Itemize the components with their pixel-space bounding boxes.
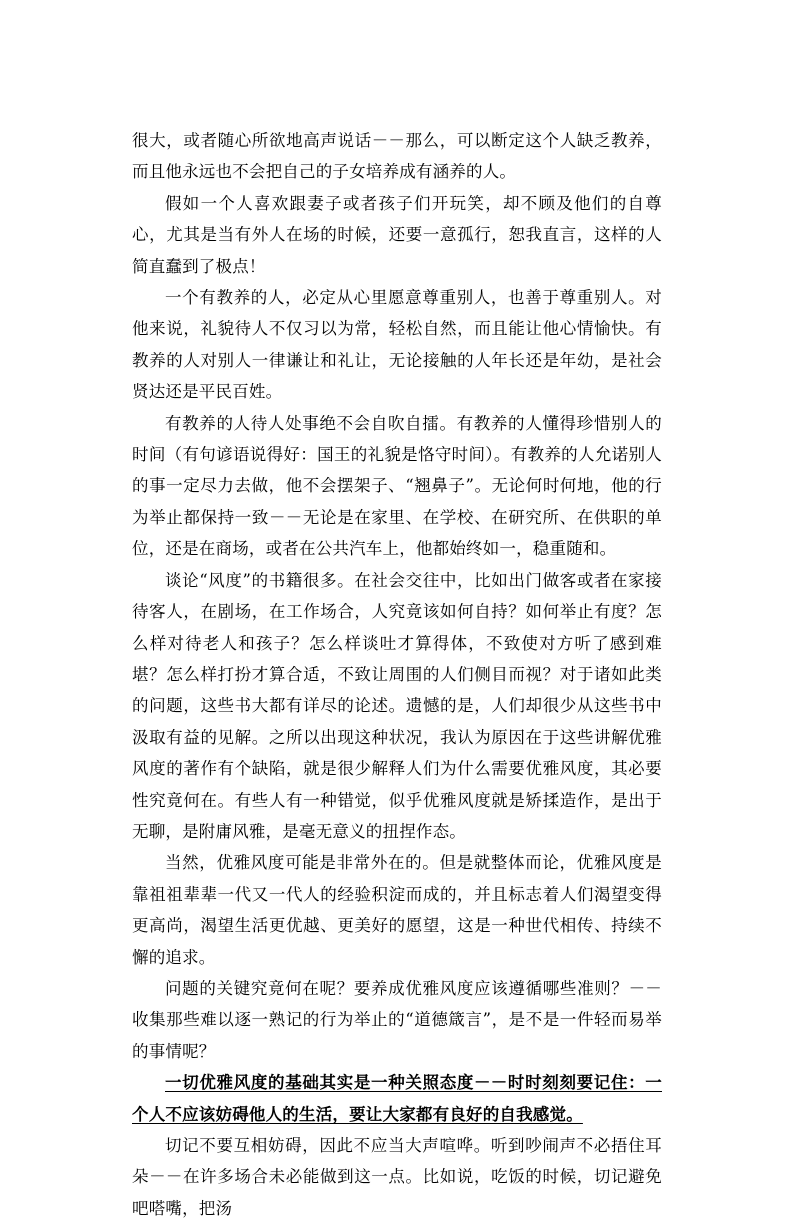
paragraph-2: 假如一个人喜欢跟妻子或者孩子们开玩笑，却不顾及他们的自尊心，尤其是当有外人在场的时候，还要一意孤行，恕我直言，这样的人简直蠢到了极点！: [132, 193, 662, 276]
paragraph-6: 当然，优雅风度可能是非常外在的。但是就整体而论，优雅风度是靠祖祖辈辈一代又一代人的经验积淀而成的，并且标志着人们渴望变得更高尚，渴望生活更优越、更美好的愿望，这是一种世代相传、持续不懈的追求。: [132, 853, 662, 967]
paragraph-3: 一个有教养的人，必定从心里愿意尊重别人，也善于尊重别人。对他来说，礼貌待人不仅习以为常，轻松自然，而且能让他心情愉快。有教养的人对别人一律谦让和礼让，无论接触的人年长还是年幼，是社会贤达还是平民百姓。: [132, 288, 662, 402]
document-page: [132, 125, 662, 1224]
paragraph-1: 很大，或者随心所欲地高声说话－－那么，可以断定这个人缺乏教养，而且他永远也不会把自己的子女培养成有涵养的人。: [132, 131, 662, 182]
paragraph-5: 谈论“风度”的书籍很多。在社会交往中，比如出门做客或者在家接待客人，在剧场，在工作场合，人究竟该如何自持？如何举止有度？怎么样对待老人和孩子？怎么样谈吐才算得体，不致使对方听了感到难堪？怎么样打扮才算合适，不致让周围的人们侧目而视？对于诸如此类的问题，这些书大都有详尽的论述。遗憾的是，人们却很少从这些书中汲取有益的见解。之所以出现这种状况，我认为原因在于这些讲解优雅风度的著作有个缺陷，就是很少解释人们为什么需要优雅风度，其必要性究竟何在。有些人有一种错觉，似乎优雅风度就是矫揉造作，是出于无聊，是附庸风雅，是毫无意义的扭捏作态。: [132, 570, 662, 841]
paragraph-4: 有教养的人待人处事绝不会自吹自擂。有教养的人懂得珍惜别人的时间（有句谚语说得好：国王的礼貌是恪守时间）。有教养的人允诺别人的事一定尽力去做，他不会摆架子、“翘鼻子”。无论何时何地，他的行为举止都保持一致－－无论是在家里、在学校、在研究所、在供职的单位，还是在商场，或者在公共汽车上，他都始终如一，稳重随和。: [132, 413, 662, 559]
emphasis-text: 一切优雅风度的基础其实是一种关照态度－－时时刻刻要记住：一个人不应该妨碍他人的生活，要让大家都有良好的自我感觉。: [132, 1073, 662, 1124]
paragraph-8-emphasis: [132, 1067, 662, 1130]
paragraph-7: 问题的关键究竟何在呢？要养成优雅风度应该遵循哪些准则？－－收集那些难以逐一熟记的行为举止的“道德箴言”，是不是一件轻而易举的事情呢？: [132, 978, 662, 1061]
paragraph-9: 切记不要互相妨碍，因此不应当大声喧哗。听到吵闹声不必捂住耳朵－－在许多场合未必能做到这一点。比如说，吃饭的时候，切记避免吧嗒嘴，把汤: [132, 1136, 662, 1218]
